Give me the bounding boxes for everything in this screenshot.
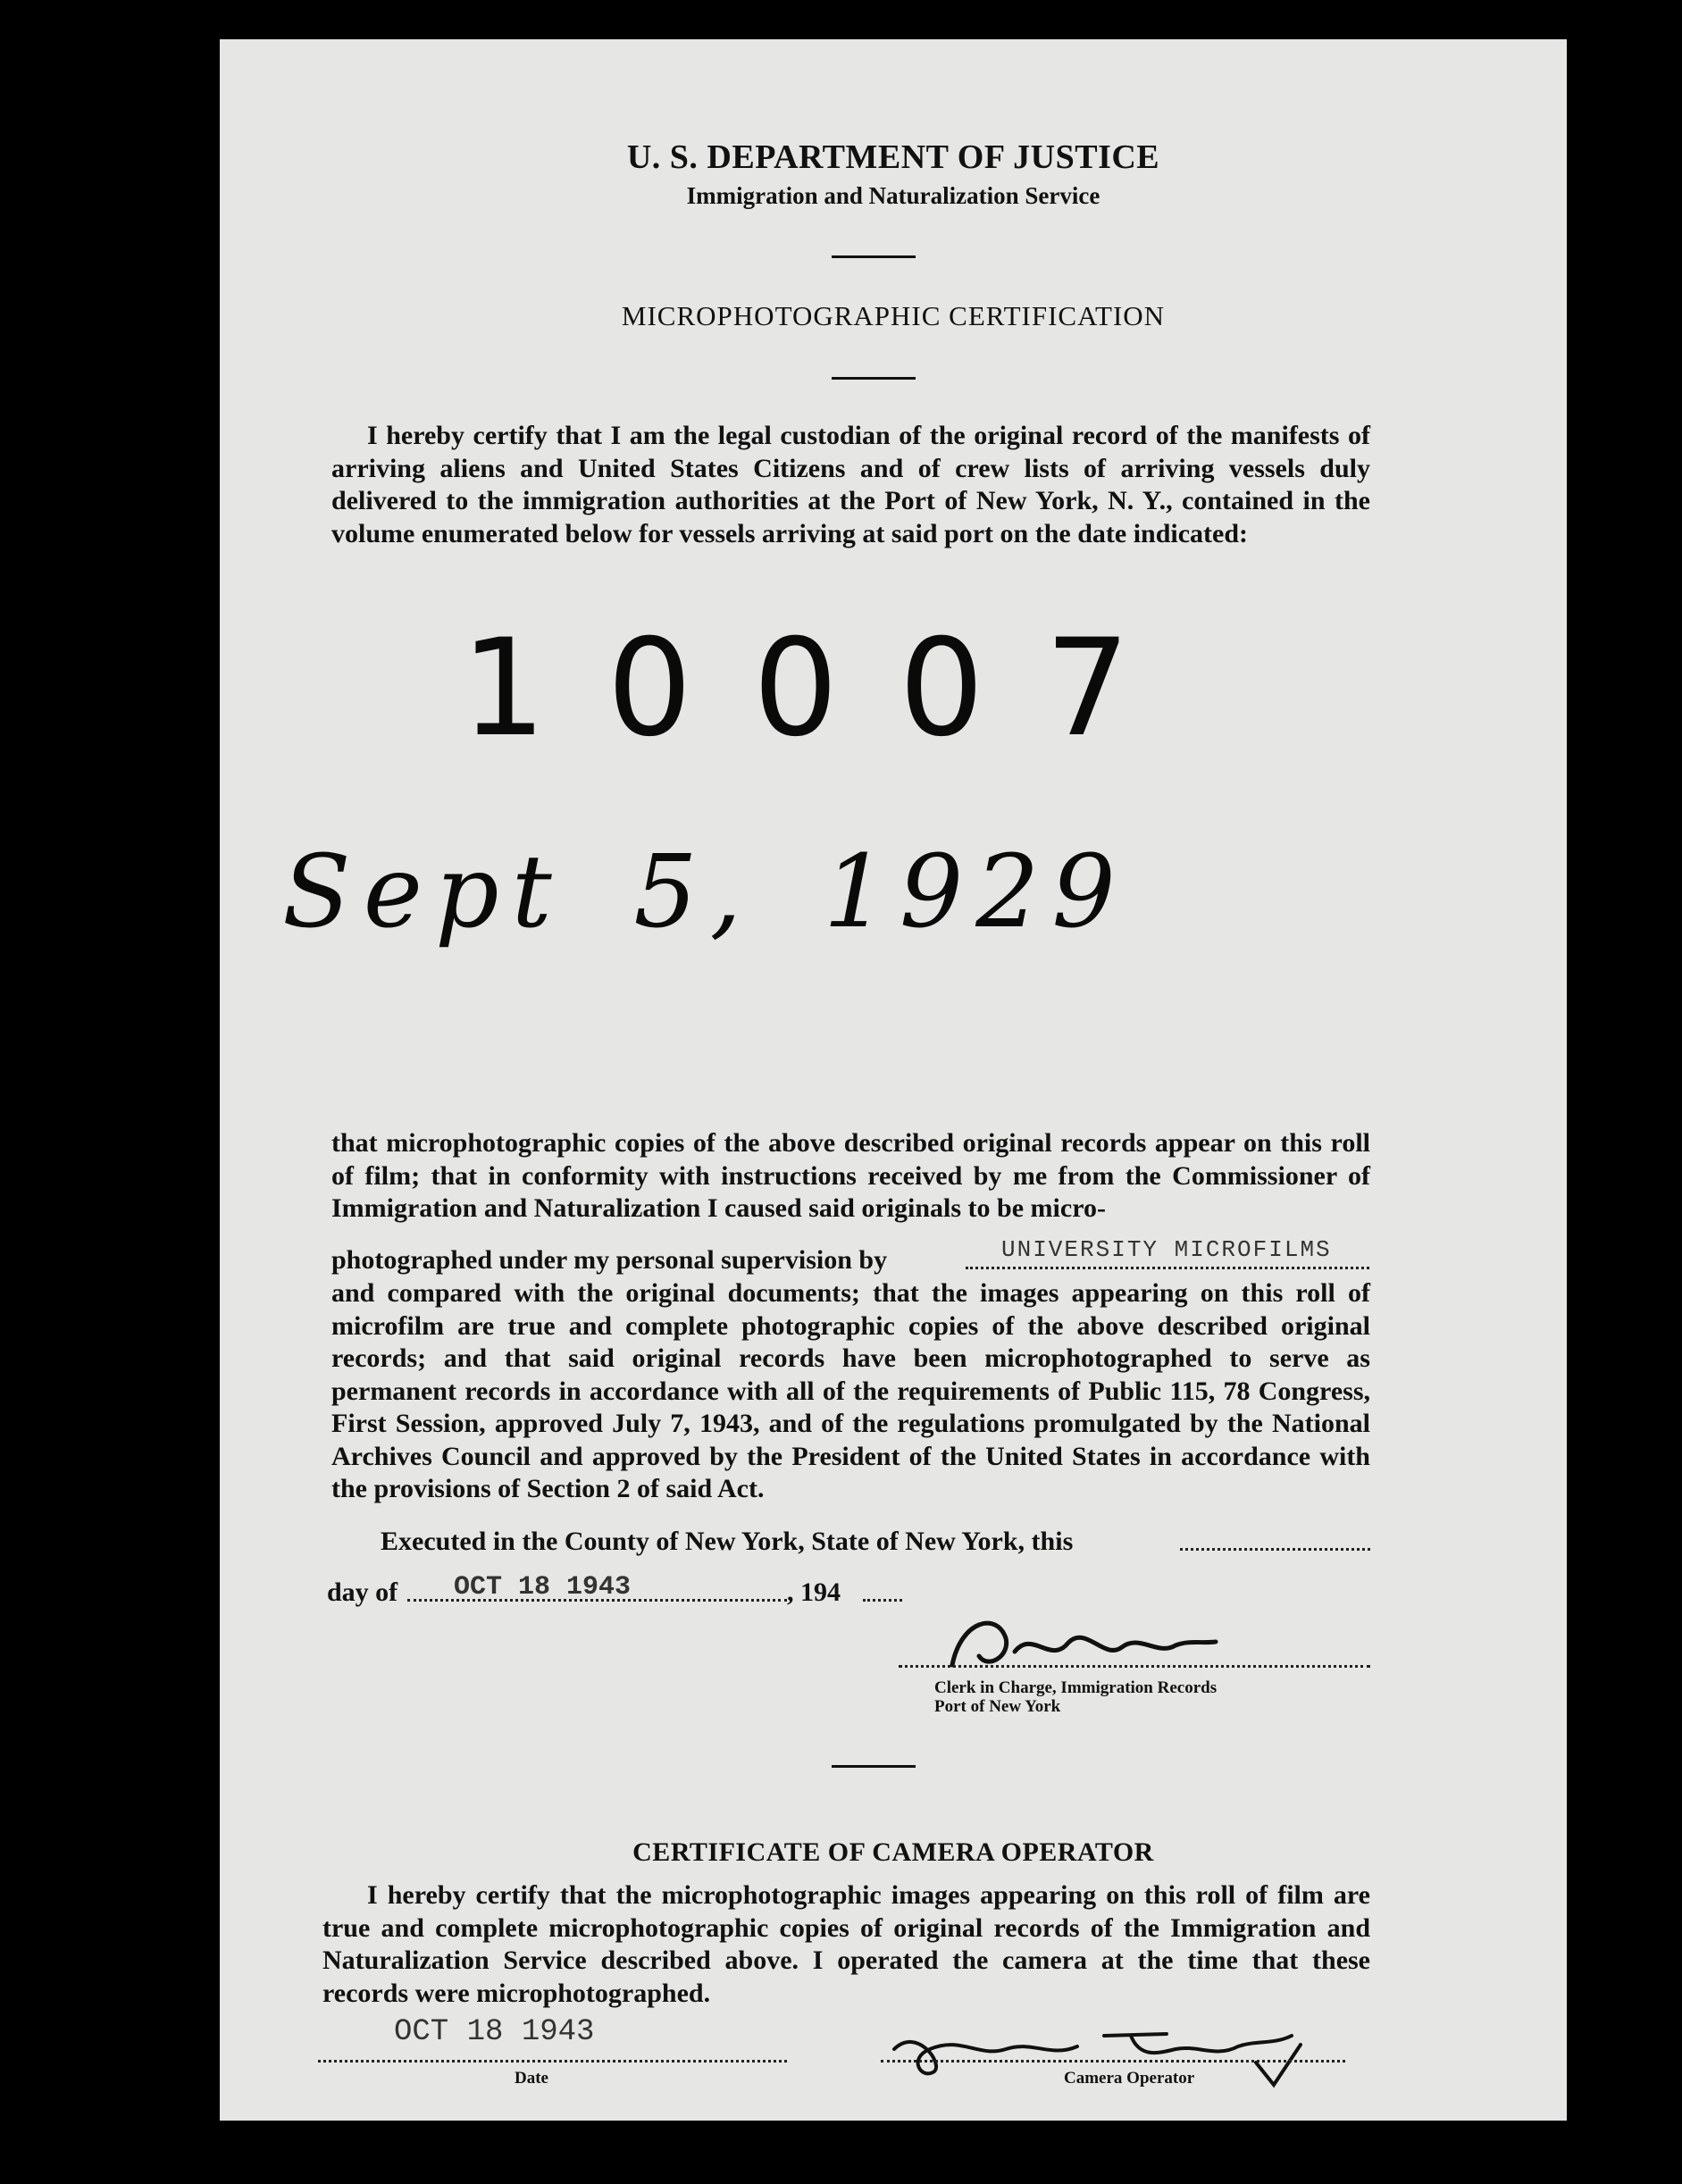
body-paragraph-1: that microphotographic copies of the above described original records appear on this roll of film; that in conformity with instructions received by me from the Commissioner of Immigration and Naturalization I caused said originals to be micro-: [331, 1128, 1370, 1223]
date-label: Date: [515, 2069, 548, 2088]
operator-label: Camera Operator: [1064, 2069, 1195, 2088]
intro-paragraph: I hereby certify that I am the legal custodian of the original record of the manifests of arriving aliens and United States Citizens and of crew lists of arriving vessels duly delivered to the immigration authorities at the Port of New York, N. Y., contained in the volume enumerated below for vessels arriving at said port on the date indicated:: [331, 421, 1370, 548]
camera-paragraph: I hereby certify that the microphotographic images appearing on this roll of film are true and complete microphotographic copies of original records of the Immigration and Naturalization Service described above. I operated the camera at the time that these records were microphotographed.: [322, 1880, 1370, 2008]
executed-line: Executed in the County of New York, State of New York, this: [381, 1527, 1074, 1556]
day-of-label: day of: [327, 1577, 398, 1607]
camera-date-stamp: OCT 18 1943: [394, 2015, 595, 2049]
divider-3: [832, 1765, 916, 1768]
clerk-port: Port of New York: [934, 1697, 1061, 1716]
certificate-page: [220, 39, 1567, 2121]
volume-number: 10007: [461, 611, 1192, 766]
agency-name: U. S. DEPARTMENT OF JUSTICE: [626, 138, 1160, 176]
clerk-signature-line: [899, 1665, 1370, 1668]
camera-heading: CERTIFICATE OF CAMERA OPERATOR: [632, 1837, 1154, 1867]
date-line: [318, 2060, 787, 2063]
divider-2: [832, 377, 916, 380]
photographer-dots: [966, 1267, 1369, 1269]
divider-1: [832, 255, 916, 258]
executed-dots: [1180, 1548, 1370, 1551]
supervision-label: photographed under my personal supervision by: [331, 1245, 888, 1275]
clerk-title: Clerk in Charge, Immigration Records: [934, 1678, 1218, 1697]
operator-line: [881, 2060, 1345, 2063]
document-title: MICROPHOTOGRAPHIC CERTIFICATION: [621, 300, 1166, 331]
photographer-stamp: UNIVERSITY MICROFILMS: [1001, 1236, 1332, 1263]
service-name: Immigration and Naturalization Service: [686, 182, 1100, 209]
body-paragraph-2: and compared with the original documents; that the images appearing on this roll of microfilm are true and complete photographic copies of the above described original records; and that said original records have been microphotographed to serve as permanent records in accordance with all of the requirements of Public 115, 78 Congress, First Session, approved July 7, 1943, and of the regulations promulgated by the National Archives Council and approved by the President of the United States in accordance with the provisions of Section 2 of said Act.: [331, 1278, 1370, 1503]
day-stamp: OCT 18 1943: [454, 1572, 632, 1602]
year-label: , 194: [787, 1577, 841, 1607]
volume-date: Sept 5, 1929: [282, 834, 1128, 950]
year-dots: [863, 1599, 902, 1602]
